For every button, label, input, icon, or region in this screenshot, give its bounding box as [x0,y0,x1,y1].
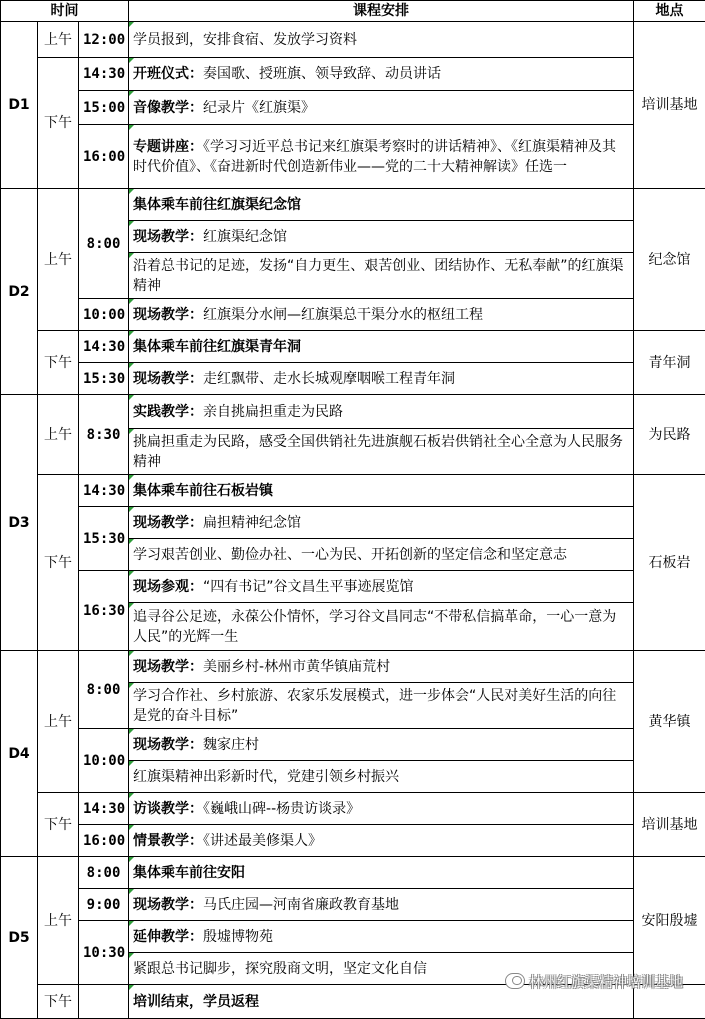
place-cell: 为民路 [634,395,705,475]
item-label: 集体乘车前往红旗渠纪念馆 [133,197,301,213]
table-row [1,475,705,507]
schedule-item [129,571,634,603]
item-text: 走红飘带、走水长城观摩咽喉工程青年洞 [203,371,455,387]
item-text: 红旗渠分水闸—红旗渠总干渠分水的枢纽工程 [203,307,483,323]
item-label: 集体乘车前往石板岩镇 [133,483,273,499]
time-cell: 8:00 [79,651,129,729]
item-label: 专题讲座： [133,139,203,155]
schedule-item [129,58,634,91]
schedule-item [129,429,634,475]
place-cell: 石板岩 [634,475,705,651]
table-row [1,395,705,429]
schedule-item [129,507,634,539]
item-label: 现场教学： [133,515,203,531]
item-label: 集体乘车前往红旗渠青年洞 [133,339,301,355]
day-label: D3 [1,395,38,651]
table-row [1,363,705,395]
time-cell: 10:00 [79,729,129,793]
schedule-item [129,793,634,825]
schedule-item [129,475,634,507]
table-row [1,189,705,221]
time-cell: 8:00 [79,189,129,299]
table-row [1,331,705,363]
schedule-item [129,539,634,571]
table-row [1,857,705,889]
half-day-label: 下午 [38,331,79,395]
table-row [1,729,705,761]
item-label: 现场教学： [133,897,203,913]
time-cell: 9:00 [79,889,129,921]
schedule-item [129,125,634,189]
watermark [505,973,683,993]
item-text: 亲自挑扁担重走为民路 [203,404,343,420]
table-row [1,571,705,603]
table-row [1,825,705,857]
table-row [1,299,705,331]
time-cell: 14:30 [79,331,129,363]
schedule-item [129,395,634,429]
time-cell: 14:30 [79,793,129,825]
time-cell: 16:30 [79,571,129,651]
item-text: “四有书记”谷文昌生平事迹展览馆 [203,579,414,595]
item-text: 追寻谷公足迹，永葆公仆情怀，学习谷文昌同志“不带私信搞革命，一心一意为人民”的光辉一生 [133,609,616,645]
half-day-label: 上午 [38,189,79,331]
item-label: 现场教学： [133,307,203,323]
item-text: 紧跟总书记脚步，探究殷商文明，坚定文化自信 [133,961,427,977]
table-row [1,921,705,953]
item-label: 集体乘车前往安阳 [133,865,245,881]
time-cell: 16:00 [79,125,129,189]
item-label: 现场参观： [133,579,203,595]
schedule-item [129,761,634,793]
item-text: 《巍峨山碑--杨贵访谈录》 [203,801,360,817]
half-day-label: 上午 [38,857,79,985]
schedule-item [129,603,634,651]
wechat-icon [505,973,525,989]
item-label: 现场教学： [133,371,203,387]
time-cell: 8:00 [79,857,129,889]
schedule-item [129,651,634,683]
item-text: 挑扁担重走为民路，感受全国供销社先进旗舰石板岩供销社全心全意为人民服务精神 [133,434,623,470]
schedule-item [129,299,634,331]
item-text: 沿着总书记的足迹，发扬“自力更生、艰苦创业、团结协作、无私奉献”的红旗渠精神 [133,258,624,294]
item-label: 音像教学： [133,100,203,116]
table-row [1,125,705,189]
header-time: 时间 [1,1,129,22]
place-cell: 青年洞 [634,331,705,395]
time-cell: 8:30 [79,395,129,475]
time-cell: 15:30 [79,507,129,571]
time-cell: 10:00 [79,299,129,331]
table-row [1,889,705,921]
half-day-label: 下午 [38,985,79,1019]
item-text: 扁担精神纪念馆 [203,515,301,531]
item-text: 红旗渠精神出彩新时代，党建引领乡村振兴 [133,769,399,785]
item-text: 马氏庄园—河南省廉政教育基地 [203,897,399,913]
item-text: 学习合作社、乡村旅游、农家乐发展模式，进一步体会“人民对美好生活的向往是党的奋斗目标” [133,688,616,724]
item-label: 延伸教学： [133,929,203,945]
schedule-item [129,253,634,299]
table-row [1,651,705,683]
day-label: D5 [1,857,38,1019]
half-day-label: 下午 [38,58,79,189]
table-row [1,507,705,539]
schedule-item [129,363,634,395]
item-text: 学习艰苦创业、勤俭办社、一心为民、开拓创新的坚定信念和坚定意志 [133,547,567,563]
half-day-label: 下午 [38,793,79,857]
table-row [1,58,705,91]
time-cell: 16:00 [79,825,129,857]
day-label: D1 [1,22,38,189]
place-cell: 培训基地 [634,793,705,857]
schedule-item [129,189,634,221]
schedule-item [129,91,634,125]
item-text: 魏家庄村 [203,737,259,753]
day-label: D2 [1,189,38,395]
half-day-label: 上午 [38,651,79,793]
schedule-item [129,221,634,253]
place-cell: 纪念馆 [634,189,705,331]
time-cell: 12:00 [79,22,129,58]
watermark-text: 林州红旗渠精神培训基地 [529,975,683,991]
time-cell: 14:30 [79,58,129,91]
half-day-label: 上午 [38,22,79,58]
schedule-item [129,857,634,889]
schedule-item [129,683,634,729]
item-label: 实践教学： [133,404,203,420]
half-day-label: 上午 [38,395,79,475]
item-text: 奏国歌、授班旗、领导致辞、动员讲话 [203,66,441,82]
schedule-item [129,825,634,857]
half-day-label: 下午 [38,475,79,651]
item-text: 《学习习近平总书记来红旗渠考察时的讲话精神》、《红旗渠精神及其时代价值》、《奋进新时代创造新伟业——党的二十大精神解读》任选一 [133,139,616,175]
table-row [1,793,705,825]
schedule-item [129,22,634,58]
time-cell: 15:00 [79,91,129,125]
place-cell: 培训基地 [634,22,705,189]
table-row [1,22,705,58]
time-cell: 10:30 [79,921,129,985]
time-cell [79,985,129,1019]
item-text: 学员报到，安排食宿、发放学习资料 [133,32,357,48]
item-label: 现场教学： [133,737,203,753]
item-label: 情景教学： [133,833,203,849]
day-label: D4 [1,651,38,857]
place-cell: 黄华镇 [634,651,705,793]
item-label: 开班仪式： [133,66,203,82]
item-text: 殷墟博物苑 [203,929,273,945]
table-row [1,91,705,125]
time-cell: 14:30 [79,475,129,507]
header-place: 地点 [634,1,705,22]
item-text: 美丽乡村-林州市黄华镇庙荒村 [203,659,390,675]
item-label: 现场教学： [133,659,203,675]
time-cell: 15:30 [79,363,129,395]
schedule-item [129,921,634,953]
item-text: 纪录片《红旗渠》 [203,100,315,116]
item-label: 培训结束，学员返程 [133,994,259,1010]
header-row [1,1,705,22]
schedule-item [129,729,634,761]
schedule-item [129,889,634,921]
item-label: 现场教学： [133,229,203,245]
place-cell: 安阳殷墟 [634,857,705,985]
item-text: 红旗渠纪念馆 [203,229,287,245]
item-label: 访谈教学： [133,801,203,817]
item-text: 《讲述最美修渠人》 [203,833,322,849]
header-schedule: 课程安排 [129,1,634,22]
schedule-item [129,331,634,363]
